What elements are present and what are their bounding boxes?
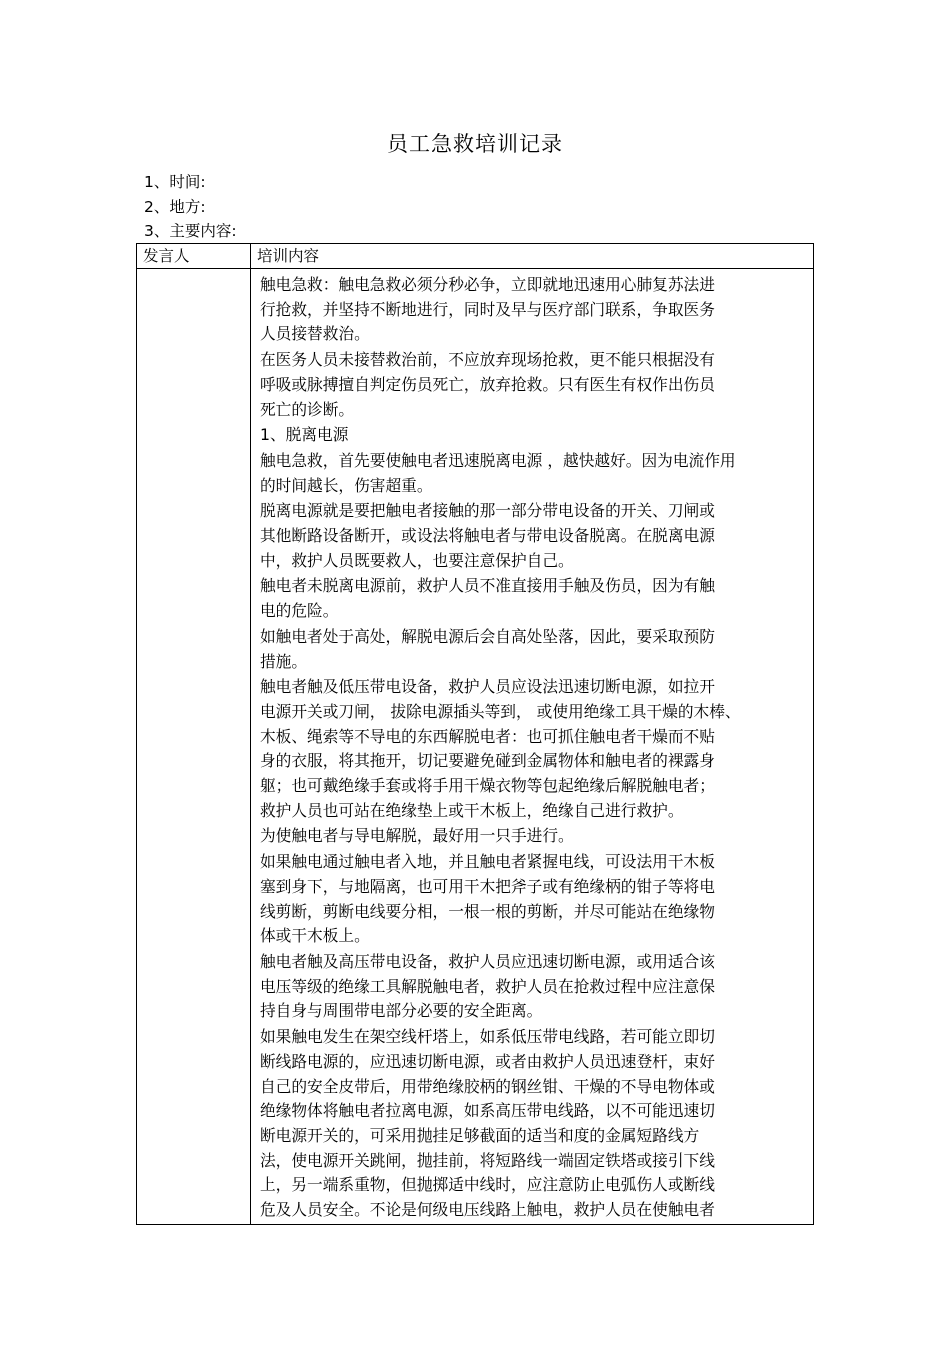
speaker-cell [137,269,251,1225]
paragraph: 如果触电通过触电者入地，并且触电者紧握电线，可设法用干木板 塞到身下，与地隔离，也可用干木把斧子或有绝缘柄的钳子等将电 线剪断，剪断电线要分相，一根一根的剪断，并尽可能站在绝缘物 体或干木板上。 [260,852,715,946]
field-main-content: 3、主要内容: [144,222,237,240]
table-row [137,269,814,1225]
header-training-content: 培训内容 [251,244,814,269]
training-table [136,243,814,1225]
paragraph: 如触电者处于高处，解脱电源后会自高处坠落，因此，要采取预防 措施。 [260,626,715,671]
document-title: 员工急救培训记录 [387,132,563,156]
table-header-row [137,244,814,269]
paragraph: 脱离电源就是要把触电者接触的那一部分带电设备的开关、刀闸或 其他断路设备断开，或设法将触电者与带电设备脱离。在脱离电源 中，救护人员既要救人，也要注意保护自己。 [260,501,715,570]
paragraph: 触电急救，首先要使触电者迅速脱离电源 ，越快越好。因为电流作用 的时间越长，伤害超重。 [260,450,736,495]
paragraph: 触电者未脱离电源前，救护人员不准直接用手触及伤员，因为有触 电的危险。 [260,576,715,621]
paragraph: 在医务人员未接替救治前，不应放弃现场抢救，更不能只根据没有 呼吸或脉搏擅自判定伤员死亡，放弃抢救。只有医生有权作出伤员 死亡的诊断。 [260,350,715,419]
paragraph: 如果触电发生在架空线杆塔上，如系低压带电线路，若可能立即切 断线路电源的，应迅速切断电源，或者由救护人员迅速登杆，束好 自己的安全皮带后，用带绝缘胶柄的钢丝钳、干燥的不导电物体或 绝缘物体将触电者拉离电源，如系高压带电线路，以不可能迅速切 断电源开关的，可采用抛挂足够截面的适当和度的金属短路线方 法，使电源开关跳闸，抛挂前，将短路线一端固定铁塔或接引下线 上，另一端系重物，但抛掷适中线时，应注意防止电弧伤人或断线 危及人员安全。不论是何级电压线路上触电，救护人员在使触电者 [260,1027,715,1220]
paragraph: 触电者触及高压带电设备，救护人员应迅速切断电源，或用适合该 电压等级的绝缘工具解脱触电者，救护人员在抢救过程中应注意保 持自身与周围带电部分必要的安全距离。 [260,951,715,1021]
paragraph: 触电者触及低压带电设备，救护人员应设法迅速切断电源，如拉开 电源开关或刀闸， 拔除电源插头等到， 或使用绝缘工具干燥的木棒、 木板、绳索等不导电的东西解脱电者：也可抓住触电者干燥而不贴 身的衣服，将其拖开，切记要避免碰到金属物体和触电者的裸露身 躯；也可戴绝缘手套或将手用干燥衣物等包起绝缘后解脱触电者； 救护人员也可站在绝缘垫上或干木板上，绝缘自己进行救护。 [260,677,741,820]
training-content-cell [251,269,814,1225]
header-speaker: 发言人 [137,244,251,269]
field-time: 1、时间: [144,173,206,191]
paragraph: 为使触电者与导电解脱，最好用一只手进行。 [260,826,574,846]
section-heading: 1、脱离电源 [260,425,349,445]
paragraph: 触电急救：触电急救必须分秒必争，立即就地迅速用心肺复苏法进 行抢救，并坚持不断地进行，同时及早与医疗部门联系，争取医务 人员接替救治。 [260,275,715,344]
field-place: 2、地方: [144,198,206,216]
